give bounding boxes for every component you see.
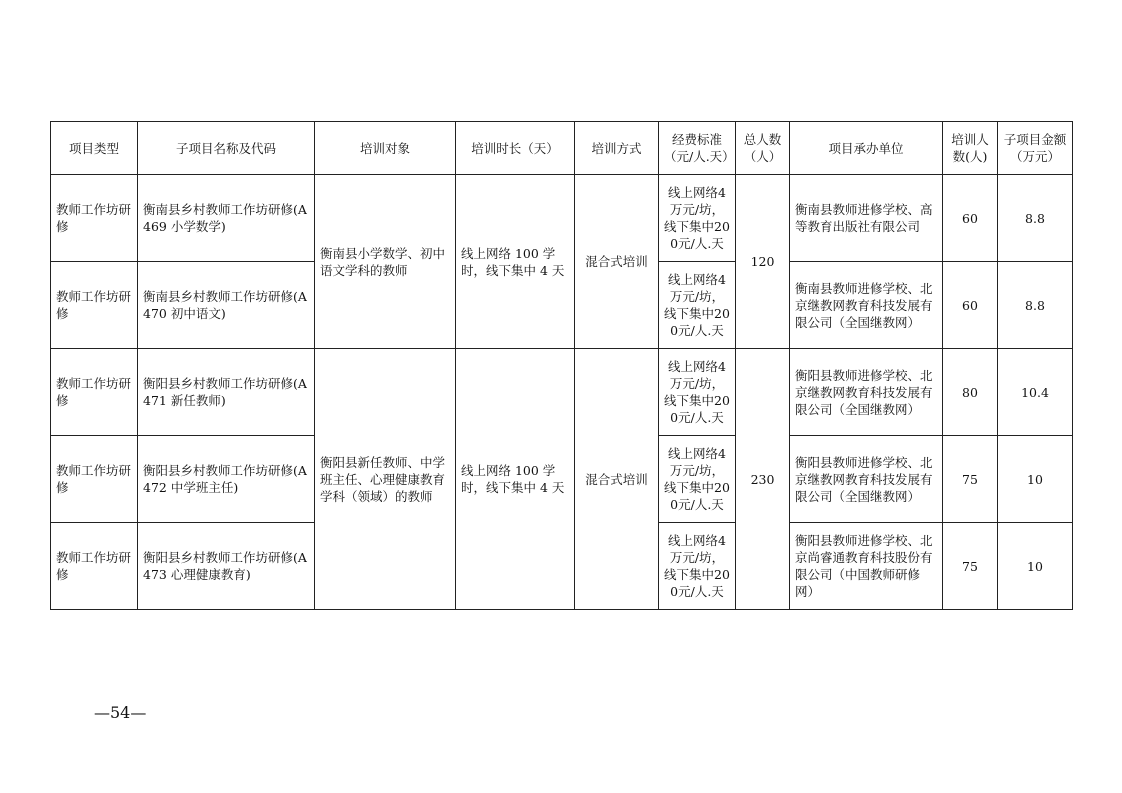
subproject-amount: 10 xyxy=(998,436,1073,523)
training-target: 衡阳县新任教师、中学班主任、心理健康教育学科（领域）的教师 xyxy=(315,349,456,610)
trainee-count: 75 xyxy=(943,523,998,610)
header-duration: 培训时长（天） xyxy=(456,122,575,175)
total-people: 120 xyxy=(736,175,790,349)
total-people: 230 xyxy=(736,349,790,610)
training-method: 混合式培训 xyxy=(575,175,659,349)
subproject-name: 衡阳县乡村教师工作坊研修(A472 中学班主任) xyxy=(138,436,315,523)
header-fee: 经费标准（元/人.天） xyxy=(659,122,736,175)
fee-standard: 线上网络4万元/坊，线下集中200元/人.天 xyxy=(659,175,736,262)
header-amount: 子项目金额（万元） xyxy=(998,122,1073,175)
project-type: 教师工作坊研修 xyxy=(51,523,138,610)
project-type: 教师工作坊研修 xyxy=(51,262,138,349)
training-duration: 线上网络 100 学时，线下集中 4 天 xyxy=(456,175,575,349)
fee-standard: 线上网络4万元/坊，线下集中200元/人.天 xyxy=(659,436,736,523)
table-row xyxy=(51,349,1073,436)
organizer: 衡南县教师进修学校、北京继教网教育科技发展有限公司（全国继教网） xyxy=(790,262,943,349)
organizer: 衡阳县教师进修学校、北京继教网教育科技发展有限公司（全国继教网） xyxy=(790,436,943,523)
subproject-name: 衡南县乡村教师工作坊研修(A470 初中语文) xyxy=(138,262,315,349)
subproject-name: 衡南县乡村教师工作坊研修(A469 小学数学) xyxy=(138,175,315,262)
trainee-count: 60 xyxy=(943,175,998,262)
table-row xyxy=(51,175,1073,262)
subproject-amount: 8.8 xyxy=(998,262,1073,349)
organizer: 衡阳县教师进修学校、北京继教网教育科技发展有限公司（全国继教网） xyxy=(790,349,943,436)
fee-standard: 线上网络4万元/坊，线下集中200元/人.天 xyxy=(659,262,736,349)
training-target: 衡南县小学数学、初中语文学科的教师 xyxy=(315,175,456,349)
organizer: 衡阳县教师进修学校、北京尚睿通教育科技股份有限公司（中国教师研修网） xyxy=(790,523,943,610)
project-type: 教师工作坊研修 xyxy=(51,349,138,436)
header-method: 培训方式 xyxy=(575,122,659,175)
header-total: 总人数（人） xyxy=(736,122,790,175)
trainee-count: 60 xyxy=(943,262,998,349)
training-duration: 线上网络 100 学时，线下集中 4 天 xyxy=(456,349,575,610)
project-type: 教师工作坊研修 xyxy=(51,175,138,262)
header-subproject-name: 子项目名称及代码 xyxy=(138,122,315,175)
subproject-amount: 10 xyxy=(998,523,1073,610)
organizer: 衡南县教师进修学校、高等教育出版社有限公司 xyxy=(790,175,943,262)
trainee-count: 75 xyxy=(943,436,998,523)
trainee-count: 80 xyxy=(943,349,998,436)
page-number: —54— xyxy=(94,703,147,722)
header-target: 培训对象 xyxy=(315,122,456,175)
header-project-type: 项目类型 xyxy=(51,122,138,175)
fee-standard: 线上网络4万元/坊，线下集中200元/人.天 xyxy=(659,523,736,610)
training-method: 混合式培训 xyxy=(575,349,659,610)
subproject-name: 衡阳县乡村教师工作坊研修(A473 心理健康教育) xyxy=(138,523,315,610)
subproject-name: 衡阳县乡村教师工作坊研修(A471 新任教师) xyxy=(138,349,315,436)
header-count: 培训人数(人) xyxy=(943,122,998,175)
project-type: 教师工作坊研修 xyxy=(51,436,138,523)
header-row xyxy=(51,122,1073,175)
subproject-amount: 8.8 xyxy=(998,175,1073,262)
training-projects-table xyxy=(50,121,1073,610)
header-organizer: 项目承办单位 xyxy=(790,122,943,175)
fee-standard: 线上网络4万元/坊，线下集中200元/人.天 xyxy=(659,349,736,436)
subproject-amount: 10.4 xyxy=(998,349,1073,436)
